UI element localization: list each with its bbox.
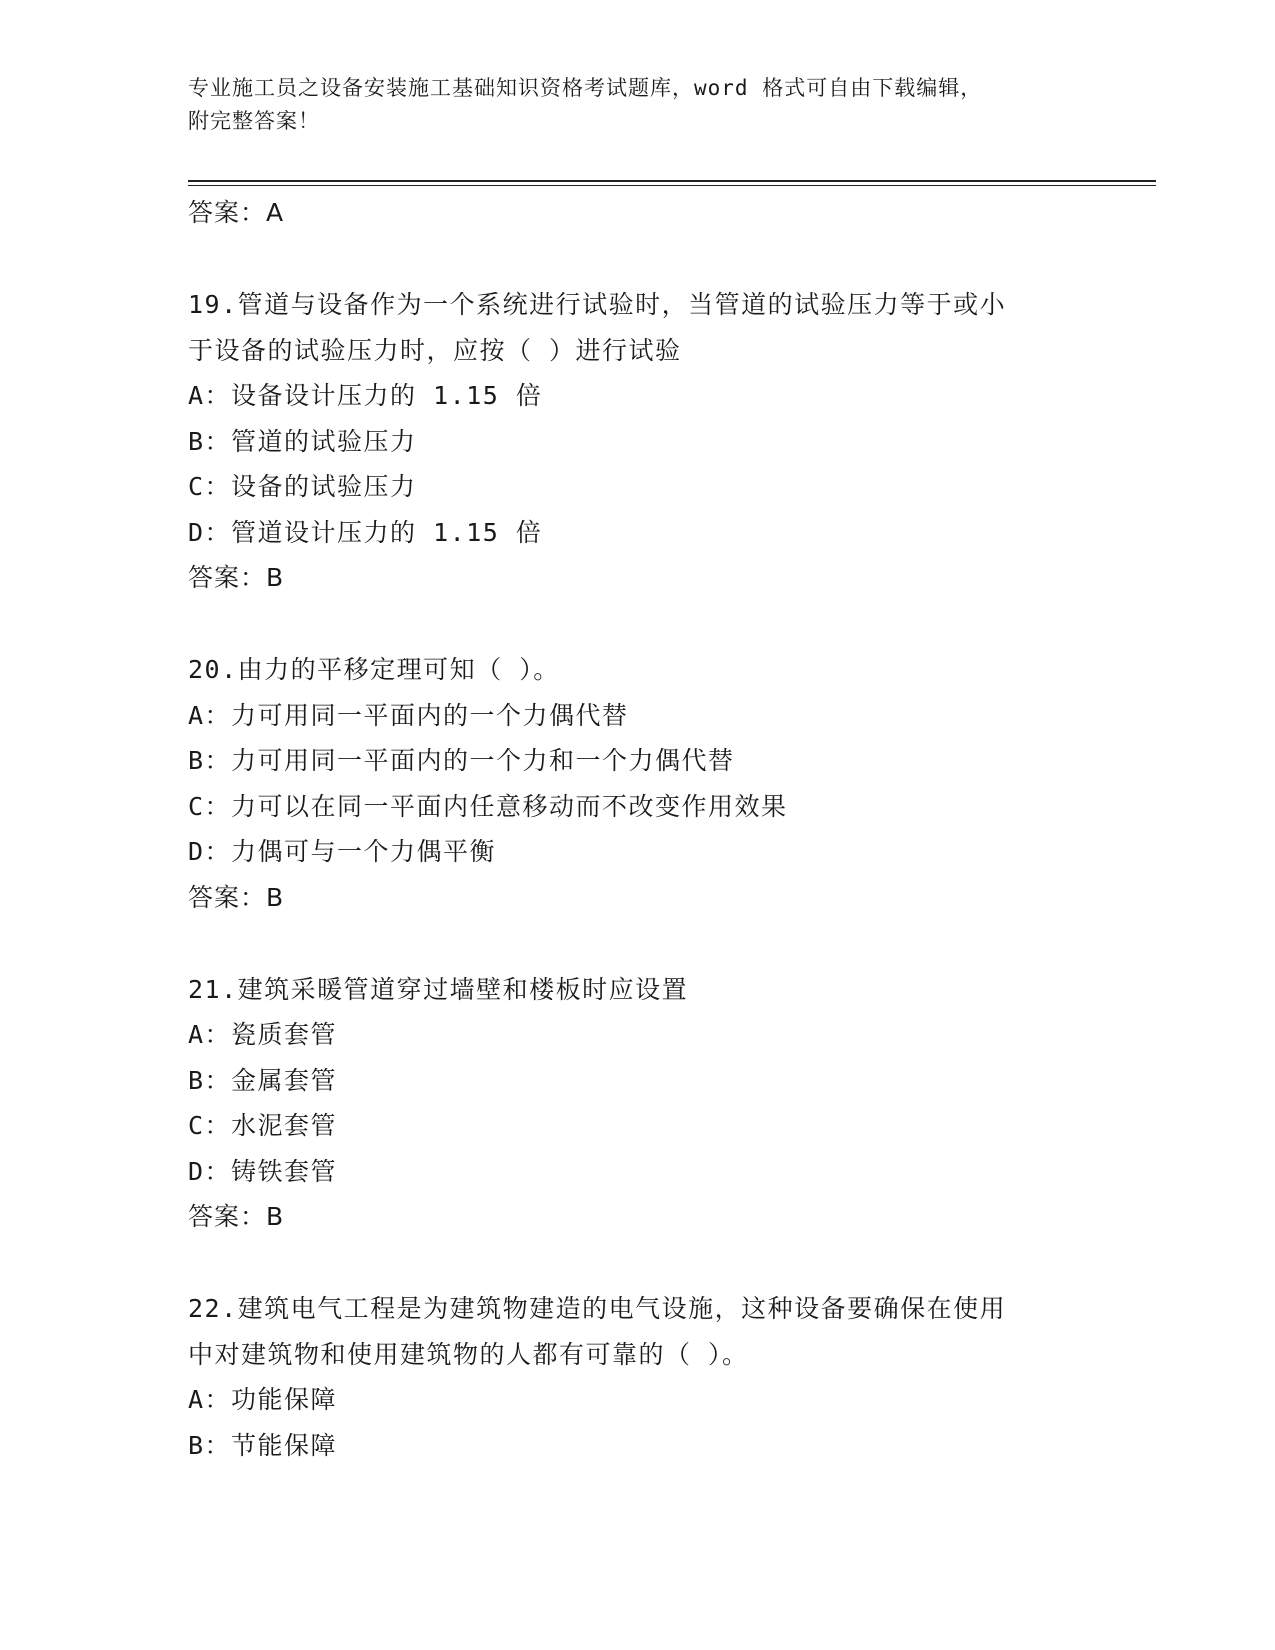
option-d: D：铸铁套管 [188, 1156, 338, 1186]
question-list [188, 190, 1088, 1468]
question-text: 21.建筑采暖管道穿过墙壁和楼板时应设置 [188, 974, 689, 1004]
option-b: B：力可用同一平面内的一个力和一个力偶代替 [188, 746, 735, 775]
answer-label: 答案：B [188, 563, 285, 592]
question-text: 20.由力的平移定理可知（ ）。 [188, 655, 560, 684]
question-22 [188, 1286, 1088, 1468]
question-21 [188, 967, 1088, 1241]
option-a: A：瓷质套管 [188, 1020, 338, 1049]
question-19 [188, 282, 1088, 601]
question-text: 中对建筑物和使用建筑物的人都有可靠的（ ）。 [188, 1339, 749, 1369]
answer-label: 答案：B [188, 1202, 285, 1231]
question-20 [188, 647, 1088, 921]
option-a: A：设备设计压力的 1.15 倍 [188, 381, 543, 410]
answer-label: 答案：A [188, 198, 285, 227]
option-b: B：金属套管 [188, 1065, 338, 1095]
header-divider-thin [188, 185, 1156, 186]
option-a: A：功能保障 [188, 1385, 338, 1414]
question-text: 22.建筑电气工程是为建筑物建造的电气设施，这种设备要确保在使用 [188, 1294, 1007, 1323]
header-divider-thick [188, 180, 1156, 182]
document-header [188, 72, 1088, 138]
answer-label: 答案：B [188, 882, 285, 912]
question-text: 于设备的试验压力时，应按（ ）进行试验 [188, 335, 682, 365]
option-c: C：力可以在同一平面内任意移动而不改变作用效果 [188, 791, 788, 821]
option-c: C：水泥套管 [188, 1111, 338, 1140]
option-a: A：力可用同一平面内的一个力偶代替 [188, 700, 629, 730]
header-line-1: 专业施工员之设备安装施工基础知识资格考试题库，word 格式可自由下载编辑， [188, 76, 983, 100]
option-b: B：节能保障 [188, 1430, 338, 1460]
option-d: D：管道设计压力的 1.15 倍 [188, 517, 543, 547]
option-c: C：设备的试验压力 [188, 472, 417, 501]
question-text: 19.管道与设备作为一个系统进行试验时，当管道的试验压力等于或小 [188, 290, 1007, 319]
option-d: D：力偶可与一个力偶平衡 [188, 837, 497, 866]
option-b: B：管道的试验压力 [188, 426, 417, 456]
header-line-2: 附完整答案！ [188, 109, 320, 133]
